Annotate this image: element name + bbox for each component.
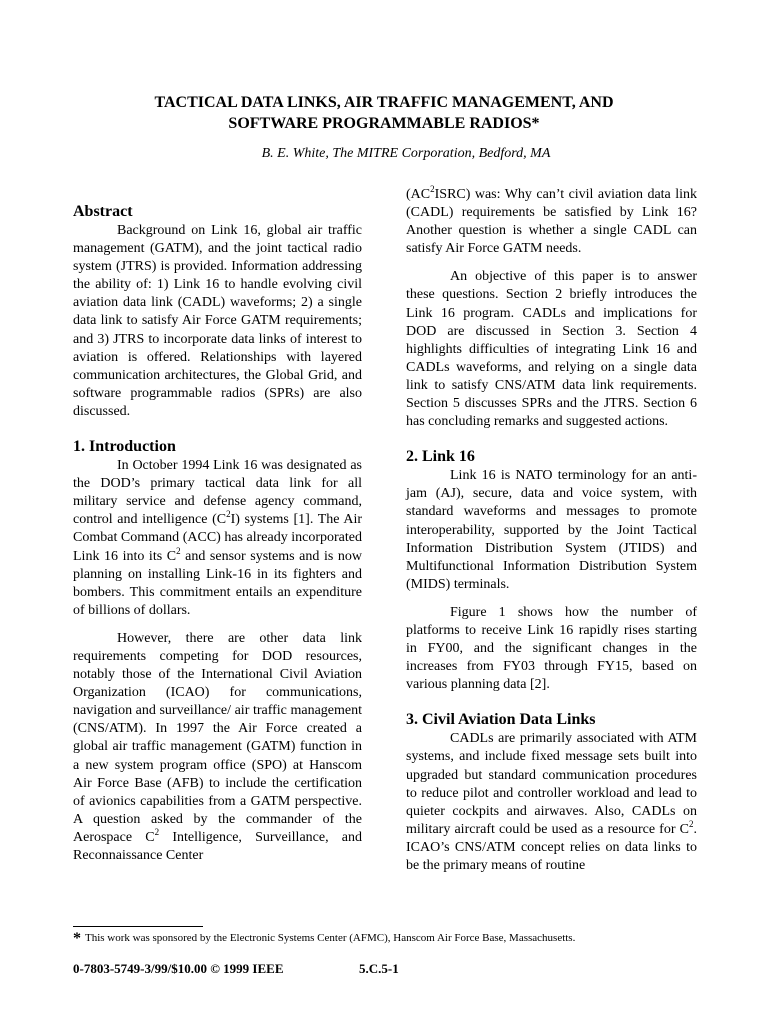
footnote-text: This work was sponsored by the Electronic Systems Center (AFMC), Hanscom Air Force Base, Massachusetts.	[85, 932, 576, 944]
page-identifier: 5.C.5-1	[359, 961, 399, 976]
intro-continuation: $(AC^2ISRC)$ was: Why can’t civil aviation data link (CADL) requirements be satisfied by Link 16? Another question is whether a single CADL can satisfy Air Force GATM needs.	[406, 184, 697, 257]
footnote-marker: *	[73, 930, 81, 947]
title-line-2: SOFTWARE PROGRAMMABLE RADIOS*	[228, 115, 540, 132]
footnote-divider	[73, 926, 203, 927]
cadl-paragraph-1: CADLs are primarily associated with ATM systems, and include fixed message sets built into upgraded but standard communication procedures to reduce pilot and controller workload and lead to quieter cockpits and airwaves. Also, CADLs on military aircraft could be used as a resource for $C^2$. ICAO’s CNS/ATM concept relies on data links to be the primary means of routine	[406, 731, 697, 873]
title-line-1: TACTICAL DATA LINKS, AIR TRAFFIC MANAGEMENT, AND	[154, 94, 614, 111]
link16-paragraph-2: Figure 1 shows how the number of platforms to receive Link 16 rapidly rises starting in FY00, and the significant changes in the increases from FY03 through FY15, based on various planning data [2].	[406, 604, 697, 693]
intro-paragraph-1: In October 1994 Link 16 was designated as the DOD’s primary tactical data link for all military service and defense agency command, control and intelligence $(C^2I)$ systems [1]. The Air Combat Command (ACC) has already incorporated Link 16 into its $C^2$ and sensor systems and is now planning on installing Link-16 in its fighters and bombers. This commitment entails an expenditure of billions of dollars.	[73, 458, 362, 618]
link16-heading: 2. Link 16	[406, 448, 475, 466]
abstract-heading: Abstract	[73, 203, 133, 220]
paper-title	[0, 92, 768, 134]
link16-paragraph-1: Link 16 is NATO terminology for an anti-jam (AJ), secure, data and voice system, with standard waveforms and messages to promote interoperability, supported by the Joint Tactical Information Distribution System (JTIDS) and Multifunctional Information Distribution System (MIDS) terminals.	[406, 468, 697, 592]
right-column	[406, 186, 697, 875]
copyright-line: 0-7803-5749-3/99/$10.00 © 1999 IEEE	[73, 961, 284, 976]
author-line: B. E. White, The MITRE Corporation, Bedford, MA	[261, 146, 551, 161]
intro-heading: 1. Introduction	[73, 438, 176, 456]
abstract-text: Background on Link 16, global air traffic management (GATM), and the joint tactical radio system (JTRS) is provided. Information addressing the ability of: 1) Link 16 to handle evolving civil aviation data link (CADL) waveforms; 2) a single data link to satisfy Air Force GATM requirements; and 3) JTRS to incorporate data links of interest to aviation is offered. Relationships with layered communication architectures, the Global Grid, and software programmable radios (SPRs) are also discussed.	[73, 223, 362, 419]
cadl-heading: 3. Civil Aviation Data Links	[406, 711, 596, 729]
footnote	[73, 931, 763, 946]
left-column	[73, 202, 362, 865]
intro-paragraph-2: However, there are other data link requirements competing for DOD resources, notably those of the International Civil Aviation Organization (ICAO) for communications, navigation and surveillance/ air traffic management (CNS/ATM). In 1997 the Air Force created a global air traffic management (GATM) function in a new system program office (SPO) at Hanscom Air Force Base (AFB) to include the certification of avionics capabilities from a GATM perspective. A question asked by the commander of the Aerospace $C^2$ Intelligence, Surveillance, and Reconnaissance Center	[73, 630, 362, 863]
objective-paragraph: An objective of this paper is to answer these questions. Section 2 briefly introduces the Link 16 program. CADLs and implications for DOD are discussed in Section 3. Section 4 highlights difficulties of integrating Link 16 and CADLs waveforms, and relying on a single data link to satisfy CNS/ATM data link requirements. Section 5 discusses SPRs and the JTRS. Section 6 has concluding remarks and suggested actions.	[406, 269, 697, 430]
